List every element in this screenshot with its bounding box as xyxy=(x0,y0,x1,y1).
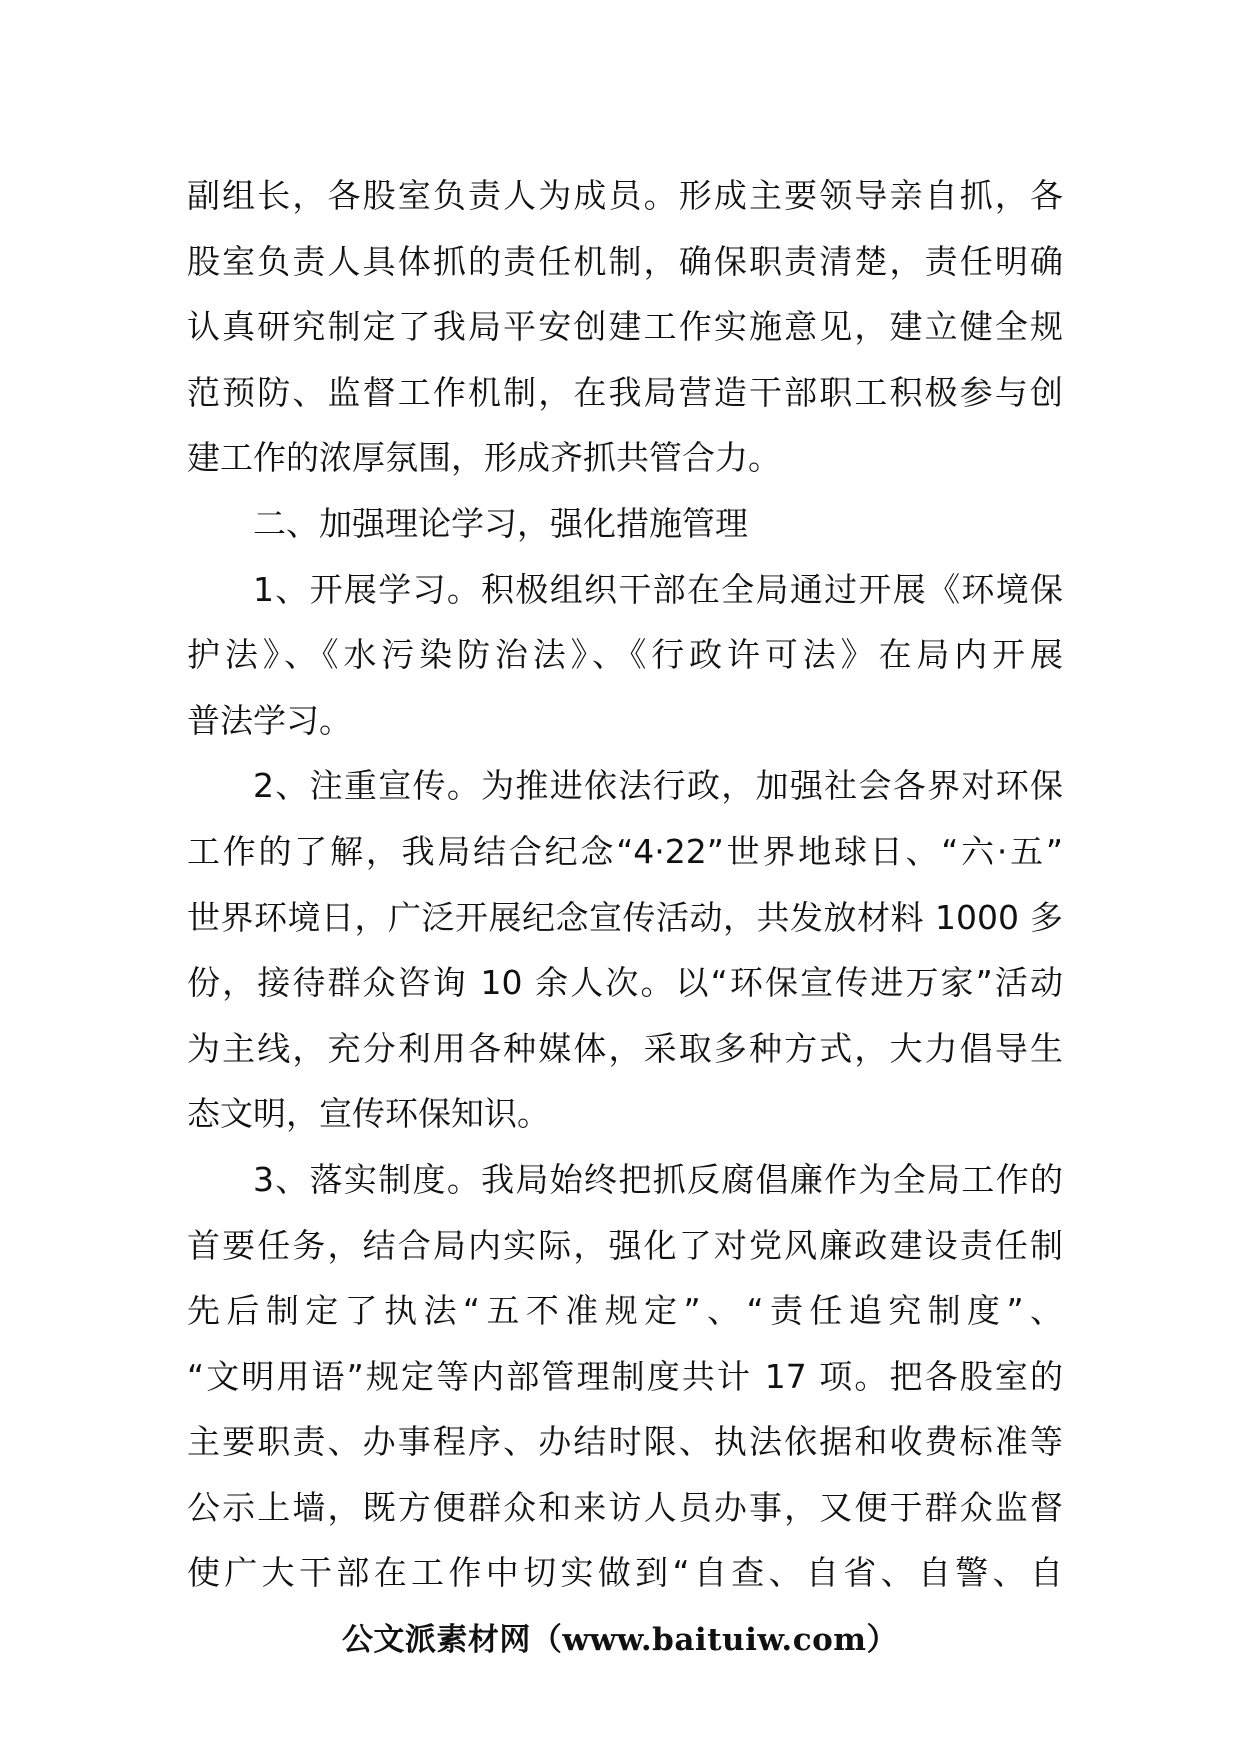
text-line: 二、加强理论学习，强化措施管理 xyxy=(253,503,748,543)
text-line: 为主线，充分利用各种媒体，采取多种方式，大力倡导生 xyxy=(187,1028,1063,1068)
text-line: 3、落实制度。我局始终把抓反腐倡廉作为全局工作的 xyxy=(253,1159,1063,1199)
text-line: 公示上墙，既方便群众和来访人员办事，又便于群众监督 xyxy=(187,1487,1063,1527)
text-line: 首要任务，结合局内实际，强化了对党风廉政建设责任制 xyxy=(187,1225,1063,1265)
text-line: 态文明，宣传环保知识。 xyxy=(187,1094,550,1134)
text-line: 工作的了解，我局结合纪念“4·22”世界地球日、“六·五” xyxy=(187,831,1063,871)
footer-watermark: 公文派素材网（www.baituiw.com） xyxy=(341,1622,899,1658)
text-line: 1、开展学习。积极组织干部在全局通过开展《环境保 xyxy=(253,569,1063,609)
text-line: 普法学习。 xyxy=(187,700,352,740)
text-line: 范预防、监督工作机制，在我局营造干部职工积极参与创 xyxy=(187,372,1063,412)
text-line: 股室负责人具体抓的责任机制，确保职责清楚，责任明确 xyxy=(187,241,1063,281)
text-line: 主要职责、办事程序、办结时限、执法依据和收费标准等 xyxy=(187,1422,1063,1462)
text-line: 2、注重宣传。为推进依法行政，加强社会各界对环保 xyxy=(253,766,1063,806)
text-line: “文明用语”规定等内部管理制度共计 17 项。把各股室的 xyxy=(187,1356,1063,1396)
text-line: 建工作的浓厚氛围，形成齐抓共管合力。 xyxy=(187,438,781,478)
text-line: 世界环境日，广泛开展纪念宣传活动，共发放材料 1000 多 xyxy=(187,897,1063,937)
text-line: 先后制定了执法“五不准规定”、“责任追究制度”、 xyxy=(187,1291,1063,1331)
body-text xyxy=(187,163,1063,1606)
text-line: 使广大干部在工作中切实做到“自查、自省、自警、自 xyxy=(187,1553,1063,1593)
text-line: 副组长，各股室负责人为成员。形成主要领导亲自抓，各 xyxy=(187,176,1063,215)
text-line: 认真研究制定了我局平安创建工作实施意见，建立健全规 xyxy=(187,307,1063,347)
text-line: 护法》、《水污染防治法》、《行政许可法》在局内开展 xyxy=(187,635,1063,675)
text-line: 份，接待群众咨询 10 余人次。以“环保宣传进万家”活动 xyxy=(187,963,1063,1003)
